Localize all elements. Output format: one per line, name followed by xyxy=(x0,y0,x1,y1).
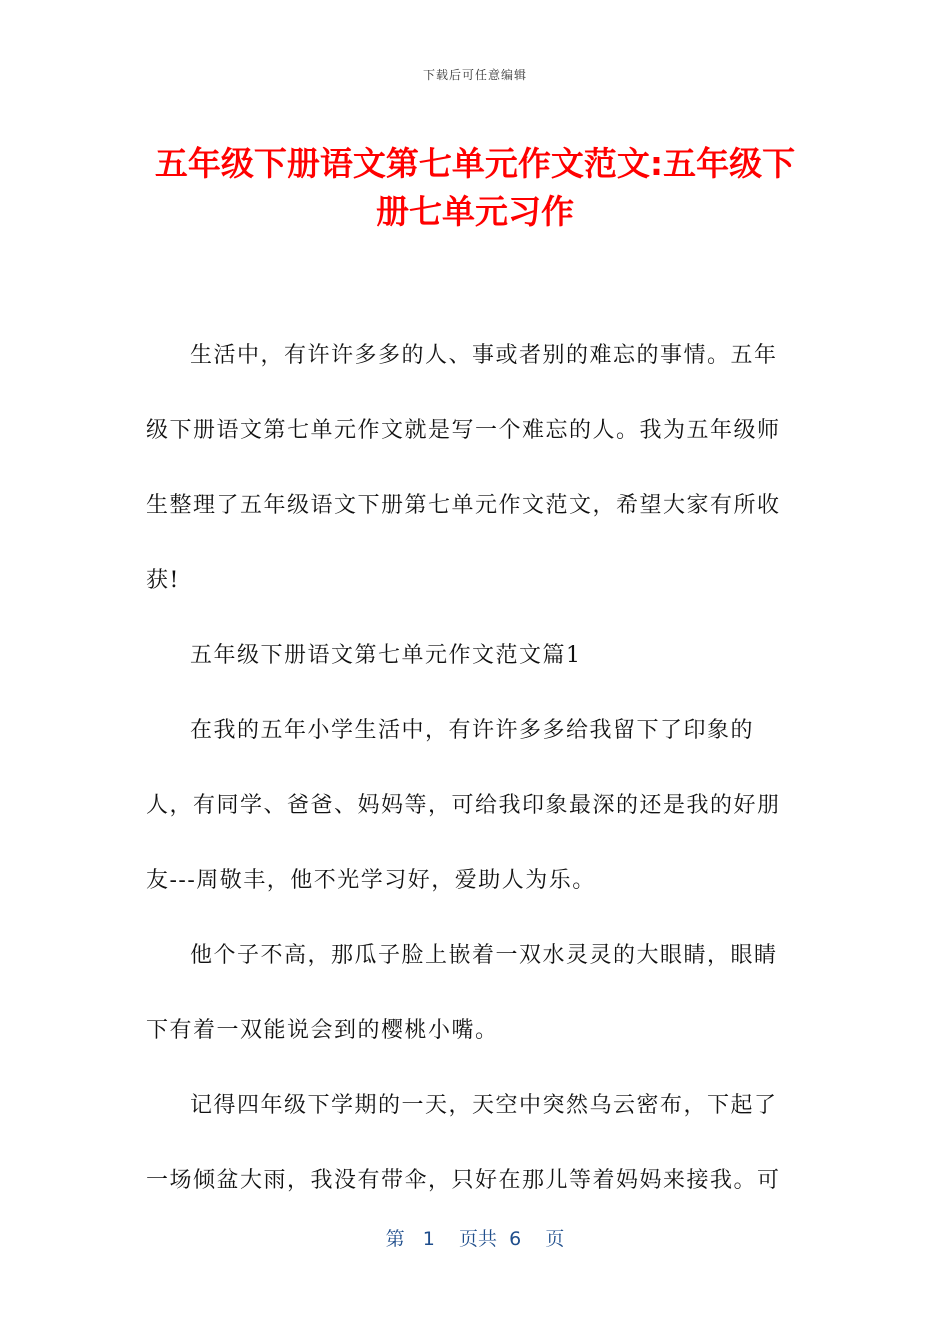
paragraph-section-heading: 五年级下册语文第七单元作文范文篇1 xyxy=(190,643,582,668)
footer-page-number: 1 xyxy=(422,1228,435,1250)
paragraph-intro: 生活中，有许许多多的人、事或者别的难忘的事情。五年级下册语文第七单元作文就是写一个难忘的人。我为五年级师生整理了五年级语文下册第七单元作文范文，希望大家有所收获! xyxy=(146,343,781,593)
page-footer xyxy=(0,1224,950,1251)
footer-middle: 页共 xyxy=(459,1228,498,1250)
footer-total-pages: 6 xyxy=(509,1228,522,1250)
footer-prefix: 第 xyxy=(385,1228,405,1250)
document-title: 五年级下册语文第七单元作文范文:五年级下册七单元习作 xyxy=(154,144,796,231)
footer-suffix: 页 xyxy=(545,1228,565,1250)
paragraph: 记得四年级下学期的一天，天空中突然乌云密布，下起了一场倾盆大雨，我没有带伞，只好在那儿等着妈妈来接我。可 xyxy=(146,1093,781,1193)
header-note: 下载后可任意编辑 xyxy=(422,68,527,82)
paragraph: 在我的五年小学生活中，有许许多多给我留下了印象的人，有同学、爸爸、妈妈等，可给我印象最深的还是我的好朋友---周敬丰，他不光学习好，爱助人为乐。 xyxy=(146,718,781,893)
document-body xyxy=(146,318,796,1218)
paragraph: 他个子不高，那瓜子脸上嵌着一双水灵灵的大眼睛，眼睛下有着一双能说会到的樱桃小嘴。 xyxy=(146,943,778,1043)
